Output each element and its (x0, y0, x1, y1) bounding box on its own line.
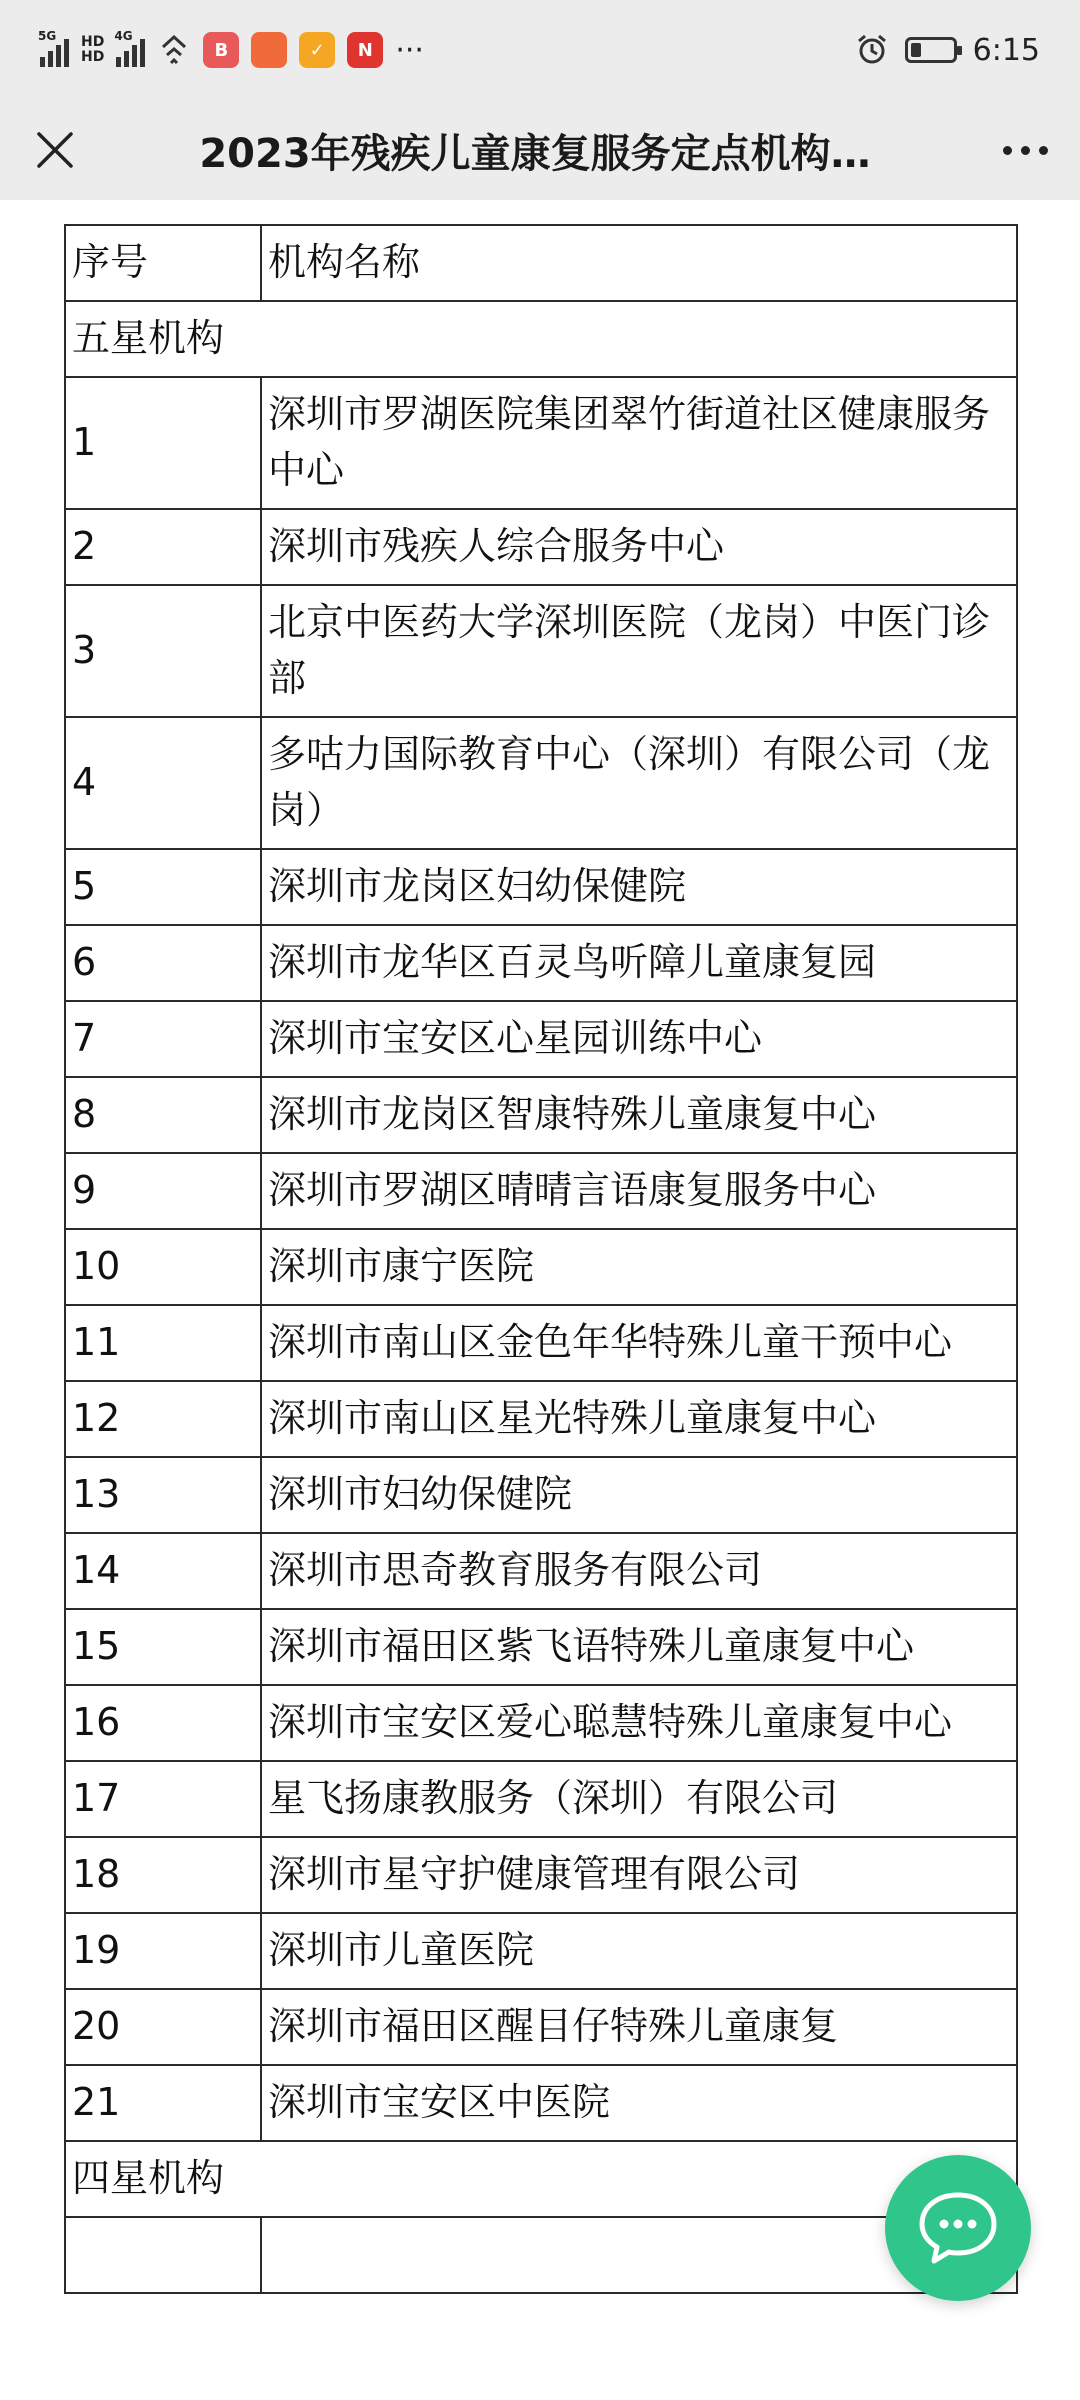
more-dots-icon (1003, 146, 1012, 155)
row-name: 北京中医药大学深圳医院（龙岗）中医门诊部 (261, 585, 1017, 717)
row-name: 深圳市妇幼保健院 (261, 1457, 1017, 1533)
table-row (65, 849, 1017, 925)
table-row (65, 1381, 1017, 1457)
section-title: 五星机构 (65, 301, 1017, 377)
row-index: 7 (65, 1001, 261, 1077)
more-notifications-icon: ··· (395, 32, 424, 68)
page-title: 2023年残疾儿童康复服务定点机构… (199, 130, 871, 177)
row-index: 21 (65, 2065, 261, 2141)
alarm-clock-icon (855, 33, 889, 67)
row-index: 5 (65, 849, 261, 925)
table-row (65, 1685, 1017, 1761)
chat-bubble-icon (916, 2189, 1000, 2267)
section-row (65, 2141, 1017, 2217)
row-index: 1 (65, 377, 261, 509)
table-row (65, 377, 1017, 509)
row-index: 2 (65, 509, 261, 585)
section-row (65, 301, 1017, 377)
title-bar (0, 100, 1080, 200)
table-row (65, 1913, 1017, 1989)
row-name: 深圳市龙华区百灵鸟听障儿童康复园 (261, 925, 1017, 1001)
app-notification-icon: ✓ (299, 32, 335, 68)
section-title: 四星机构 (65, 2141, 1017, 2217)
table-row (65, 585, 1017, 717)
row-name: 深圳市福田区紫飞语特殊儿童康复中心 (261, 1609, 1017, 1685)
institution-table (64, 224, 1018, 2294)
signal-icon: 5G (40, 33, 69, 67)
table-row (65, 1837, 1017, 1913)
row-name: 深圳市南山区星光特殊儿童康复中心 (261, 1381, 1017, 1457)
row-index: 4 (65, 717, 261, 849)
table-row (65, 1533, 1017, 1609)
app-notification-icon (251, 32, 287, 68)
table-row (65, 2217, 1017, 2293)
row-name: 深圳市残疾人综合服务中心 (261, 509, 1017, 585)
row-name: 深圳市龙岗区妇幼保健院 (261, 849, 1017, 925)
close-icon (35, 130, 75, 170)
table-row (65, 717, 1017, 849)
row-name: 深圳市罗湖区晴晴言语康复服务中心 (261, 1153, 1017, 1229)
row-index: 20 (65, 1989, 261, 2065)
table-row (65, 2065, 1017, 2141)
row-index: 3 (65, 585, 261, 717)
row-name: 深圳市南山区金色年华特殊儿童干预中心 (261, 1305, 1017, 1381)
status-right-icons (855, 33, 1040, 68)
row-name: 多咕力国际教育中心（深圳）有限公司（龙岗） (261, 717, 1017, 849)
clock-time: 6:15 (972, 32, 1040, 68)
row-index: 18 (65, 1837, 261, 1913)
table-row (65, 1609, 1017, 1685)
status-left-icons (38, 29, 424, 68)
table-row (65, 1077, 1017, 1153)
hd-badge: HD HD (81, 34, 105, 65)
row-index: 15 (65, 1609, 261, 1685)
row-index: 9 (65, 1153, 261, 1229)
row-name: 深圳市康宁医院 (261, 1229, 1017, 1305)
table-row (65, 1989, 1017, 2065)
chat-button[interactable] (885, 2155, 1031, 2301)
table-header-row (65, 225, 1017, 301)
table-row (65, 1761, 1017, 1837)
row-name: 深圳市星守护健康管理有限公司 (261, 1837, 1017, 1913)
row-name: 深圳市儿童医院 (261, 1913, 1017, 1989)
row-index: 10 (65, 1229, 261, 1305)
table-row (65, 1153, 1017, 1229)
row-name: 深圳市福田区醒目仔特殊儿童康复 (261, 1989, 1017, 2065)
row-index: 6 (65, 925, 261, 1001)
data-transfer-icon (157, 33, 191, 67)
close-button[interactable] (0, 100, 110, 200)
row-name: 深圳市宝安区心星园训练中心 (261, 1001, 1017, 1077)
status-bar (0, 0, 1080, 100)
row-name: 深圳市宝安区中医院 (261, 2065, 1017, 2141)
row-name: 深圳市罗湖医院集团翠竹街道社区健康服务中心 (261, 377, 1017, 509)
signal-icon-2: 4G (116, 33, 145, 67)
app-notification-icon: N (347, 32, 383, 68)
article-content[interactable] (0, 200, 1080, 2400)
table-row (65, 1001, 1017, 1077)
row-index: 12 (65, 1381, 261, 1457)
header-name: 机构名称 (261, 225, 1017, 301)
row-index: 11 (65, 1305, 261, 1381)
table-row (65, 1305, 1017, 1381)
row-index: 16 (65, 1685, 261, 1761)
row-name: 星飞扬康教服务（深圳）有限公司 (261, 1761, 1017, 1837)
row-index: 14 (65, 1533, 261, 1609)
row-name: 深圳市宝安区爱心聪慧特殊儿童康复中心 (261, 1685, 1017, 1761)
header-index: 序号 (65, 225, 261, 301)
row-index: 17 (65, 1761, 261, 1837)
table-row (65, 925, 1017, 1001)
table-row (65, 1457, 1017, 1533)
battery-icon (905, 37, 957, 63)
row-index: 19 (65, 1913, 261, 1989)
row-name: 深圳市龙岗区智康特殊儿童康复中心 (261, 1077, 1017, 1153)
table-row (65, 509, 1017, 585)
row-name: 深圳市思奇教育服务有限公司 (261, 1533, 1017, 1609)
row-index: 13 (65, 1457, 261, 1533)
table-row (65, 1229, 1017, 1305)
app-notification-icon: B (203, 32, 239, 68)
more-options-button[interactable] (970, 100, 1080, 200)
row-index: 8 (65, 1077, 261, 1153)
